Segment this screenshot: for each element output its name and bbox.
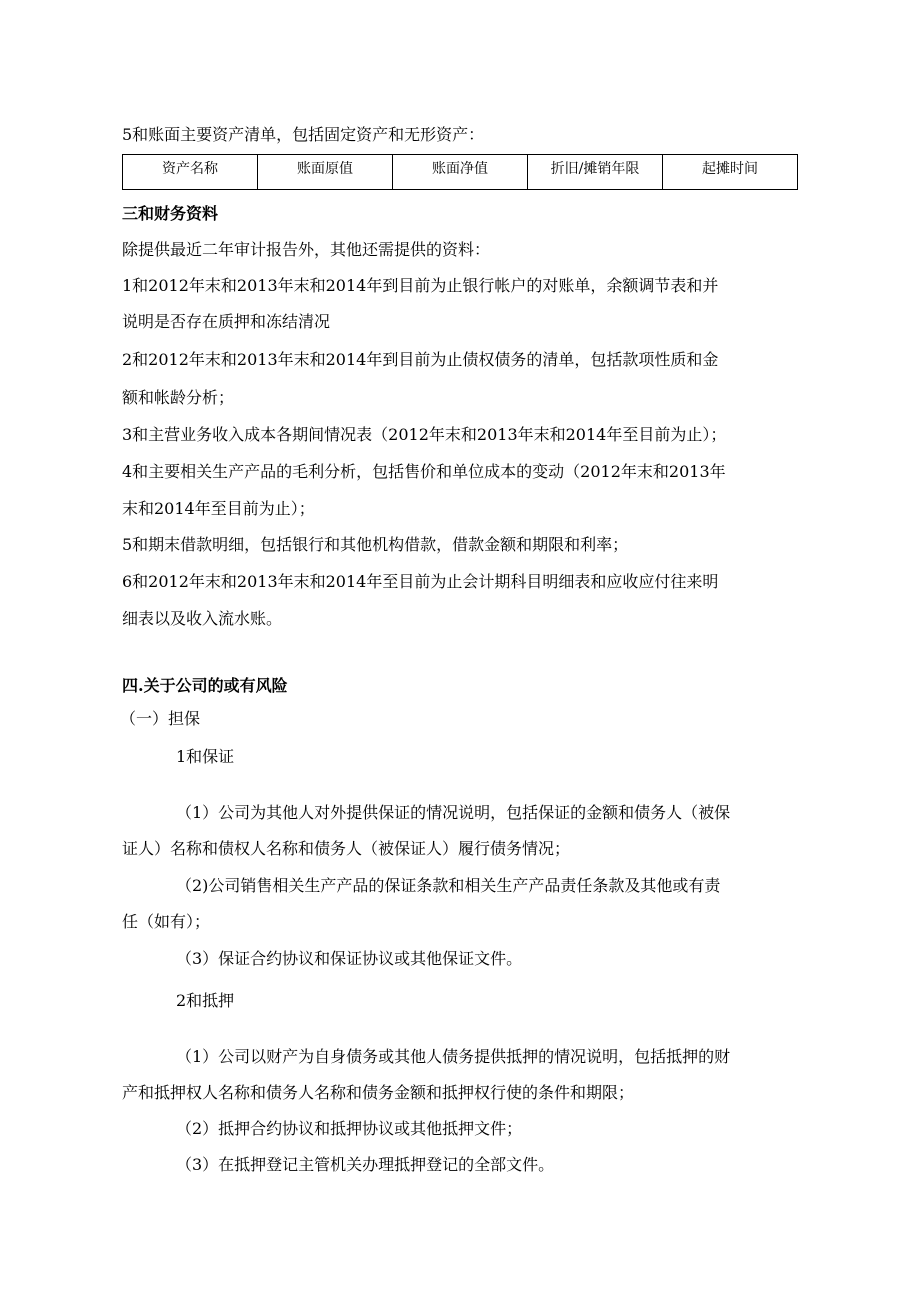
section3-line: 5和期末借款明细，包括银行和其他机构借款，借款金额和期限和利率； [122, 535, 629, 554]
section3-line: 末和2014年至目前为止）； [122, 499, 315, 518]
guarantee-item: （1）公司为其他人对外提供保证的情况说明，包括保证的金额和债务人（被保 [176, 803, 731, 822]
guarantee-item: 任（如有）； [122, 912, 211, 931]
guarantee-title: 1和保证 [176, 747, 235, 766]
mortgage-item: 产和抵押权人名称和债务人名称和债务金额和抵押权行使的条件和期限； [122, 1083, 635, 1102]
asset-table-header: 账面原值 [258, 155, 393, 190]
asset-table-header-row [123, 155, 798, 190]
asset-table-header: 起摊时间 [663, 155, 798, 190]
section3-line: 细表以及收入流水账。 [122, 609, 283, 628]
mortgage-item: （2）抵押合约协议和抵押协议或其他抵押文件； [176, 1119, 523, 1138]
section3-line: 3和主营业务收入成本各期间情况表（2012年末和2013年末和2014年至目前为止）； [122, 425, 727, 444]
section3-line: 6和2012年末和2013年末和2014年至目前为止会计期科目明细表和应收应付往来明 [122, 572, 719, 591]
guarantee-item: （3）保证合约协议和保证协议或其他保证文件。 [176, 949, 523, 968]
section3-line: 4和主要相关生产产品的毛利分析，包括售价和单位成本的变动（2012年末和2013年 [122, 462, 726, 481]
section3-heading: 三和财务资料 [122, 204, 219, 223]
assets-intro: 5和账面主要资产清单，包括固定资产和无形资产： [122, 125, 485, 144]
guarantee-subheading: （一）担保 [120, 709, 201, 728]
section3-line: 说明是否存在质押和冻结清况 [122, 312, 331, 331]
guarantee-item: 证人）名称和债权人名称和债务人（被保证人）履行债务情况； [122, 839, 571, 858]
guarantee-item: （2)公司销售相关生产产品的保证条款和相关生产产品责任条款及其他或有责 [176, 876, 721, 895]
asset-table [122, 154, 798, 190]
section3-line: 2和2012年末和2013年末和2014年到目前为止债权债务的清单，包括款项性质和金 [122, 350, 719, 369]
mortgage-title: 2和抵押 [176, 991, 235, 1010]
section4-heading: 四.关于公司的或有风险 [122, 676, 288, 695]
mortgage-item: （3）在抵押登记主管机关办理抵押登记的全部文件。 [176, 1155, 555, 1174]
asset-table-header: 折旧/摊销年限 [528, 155, 663, 190]
asset-table-header: 资产名称 [123, 155, 258, 190]
asset-table-header: 账面净值 [393, 155, 528, 190]
section3-line: 额和帐龄分析； [122, 388, 235, 407]
mortgage-item: （1）公司以财产为自身债务或其他人债务提供抵押的情况说明，包括抵押的财 [176, 1047, 731, 1066]
section3-line: 1和2012年末和2013年末和2014年到目前为止银行帐户的对账单，余额调节表和并 [122, 276, 719, 295]
section3-intro: 除提供最近二年审计报告外，其他还需提供的资料： [122, 240, 491, 259]
